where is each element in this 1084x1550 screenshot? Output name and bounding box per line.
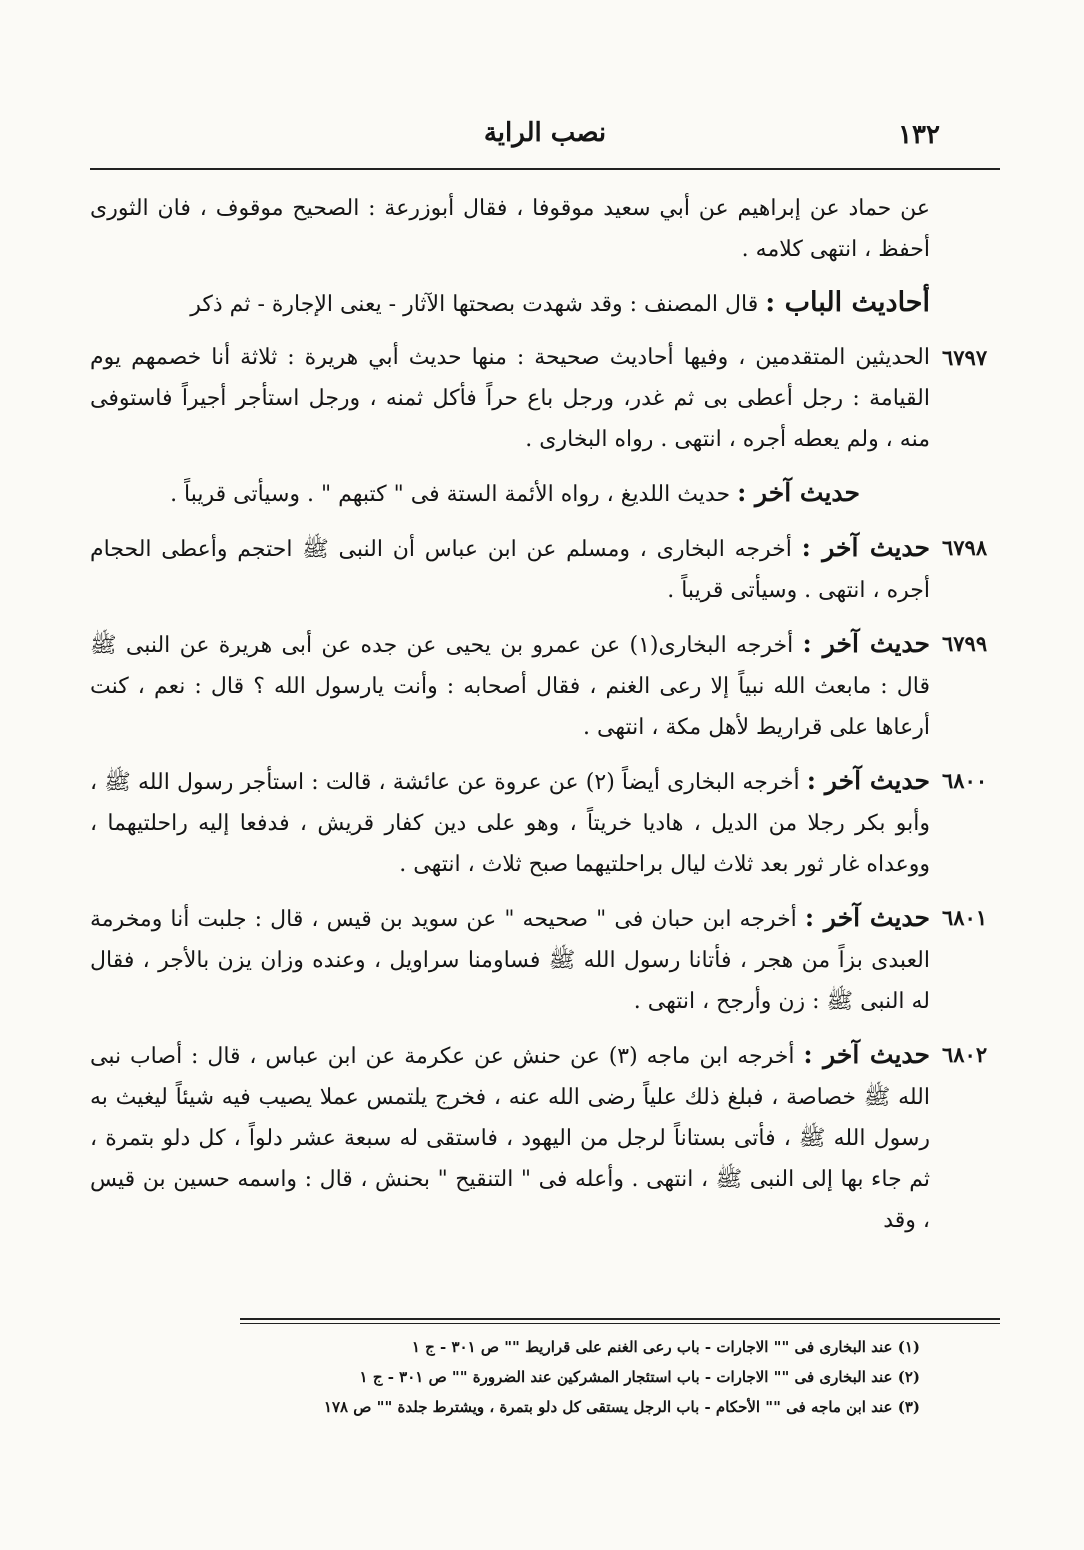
hadith-entry [90,623,988,748]
hadith-lead: حديث آخر : [737,478,860,507]
hadith-number: ٦٨٠١ [942,905,988,930]
footnote: (٣) عند ابن ماجه فى "" الأحكام - باب الرجل يستقى كل دلو بتمرة ، ويشترط جلدة "" ص ١٧٨ [323,1398,920,1416]
hadith-text: أخرجه ابن حبان فى " صحيحه " عن سويد بن قيس ، قال : جلبت أنا ومخرمة العبدى بزاً من هجر ، فأتانا رسول الله ﷺ فساومنا سراويل ، وعنده وزان يزن بالأجر ، فقال له النبى ﷺ : زن وأرجح ، انتهى . [90,907,930,1014]
section-heading-lead: أحاديث الباب : [765,287,930,318]
intro-paragraph: عن حماد عن إبراهيم عن أبي سعيد موقوفا ، فقال أبوزرعة : الصحيح موقوف ، فان الثورى أحفظ ، انتهى كلامه . [90,196,930,262]
page-number: ١٣٢ [898,120,940,150]
footnote-rule-thin [240,1323,1000,1324]
page-header [90,112,1000,162]
footnotes [200,1332,920,1422]
footnote: (٢) عند البخارى فى "" الاجارات - باب استئجار المشركين عند الضرورة "" ص ٣٠١ - ج ١ [359,1368,920,1386]
hadith-number: ٦٧٩٧ [942,345,988,370]
footnote: (١) عند البخارى فى "" الاجارات - باب رعى الغنم على قراريط "" ص ٣٠١ - ج ١ [411,1338,920,1356]
header-rule [90,168,1000,170]
hadith-entry [90,337,988,460]
hadith-lead: حديث آخر : [803,1040,930,1069]
footnote-rule [240,1318,1000,1320]
hadith-text: أخرجه البخارى أيضاً (٢) عن عروة عن عائشة ، قالت : استأجر رسول الله ﷺ ، وأبو بكر رجلا من الديل ، هاديا خريتاً ، وهو على دين كفار قريش ، فدفعا إليه راحلتيهما ، ووعداه غار ثور بعد ثلاث ليال براحلتيهما صبح ثلاث ، انتهى . [90,770,930,877]
section-heading [90,282,930,325]
hadith-number: ٦٧٩٩ [942,631,988,656]
hadith-text: الحديثين المتقدمين ، وفيها أحاديث صحيحة : منها حديث أبي هريرة : ثلاثة أنا خصمهم يوم القيامة : رجل أعطى بى ثم غدر، ورجل باع حراً فأكل ثمنه ، ورجل استأجر أجيراً فاستوفى منه ، ولم يعطه أجره ، انتهى . رواه البخارى . [90,345,931,452]
hadith-entry [90,472,930,515]
section-heading-text: قال المصنف : وقد شهدت بصحتها الآثار - يعنى الإجارة - ثم ذكر [190,292,759,317]
hadith-lead: حديث آخر : [806,766,930,795]
hadith-text: أخرجه ابن ماجه (٣) عن حنش عن عكرمة عن ابن عباس ، قال : أصاب نبى الله ﷺ خصاصة ، فبلغ ذلك علياً رضى الله عنه ، فخرج يلتمس عملا يصيب فيه شيئاً ليغيث به رسول الله ﷺ ، فأتى بستاناً لرجل من اليهود ، فاستقى له سبعة عشر دلواً ، كل دلو بتمرة ، ثم جاء بها إلى النبى ﷺ ، انتهى . وأعله فى " التنقيح " بحنش ، قال : واسمه حسين بن قيس ، وقد [90,1044,930,1233]
hadith-lead: حديث آخر : [804,903,930,932]
main-text [90,188,988,1241]
hadith-text: أخرجه البخارى(١) عن عمرو بن يحيى عن جده عن أبى هريرة عن النبى ﷺ قال : مابعث الله نبياً إلا رعى الغنم ، فقال أصحابه : وأنت يارسول الله ؟ قال : نعم ، كنت أرعاها على قراريط لأهل مكة ، انتهى . [90,633,930,740]
hadith-number: ٦٨٠٢ [942,1042,988,1067]
hadith-text: حديث اللديغ ، رواه الأئمة الستة فى " كتبهم " . وسيأتى قريباً . [170,482,731,507]
hadith-entry [90,897,988,1022]
hadith-lead: حديث آخر : [801,533,930,562]
hadith-entry [90,760,988,885]
hadith-text: أخرجه البخارى ، ومسلم عن ابن عباس أن النبى ﷺ احتجم وأعطى الحجام أجره ، انتهى . وسيأتى قريباً . [90,537,930,603]
hadith-number: ٦٨٠٠ [942,768,988,793]
running-title: نصب الراية [483,118,607,148]
hadith-number: ٦٧٩٨ [942,535,988,560]
hadith-entry [90,527,988,611]
hadith-entry [90,1034,988,1241]
hadith-lead: حديث آخر : [802,629,931,658]
